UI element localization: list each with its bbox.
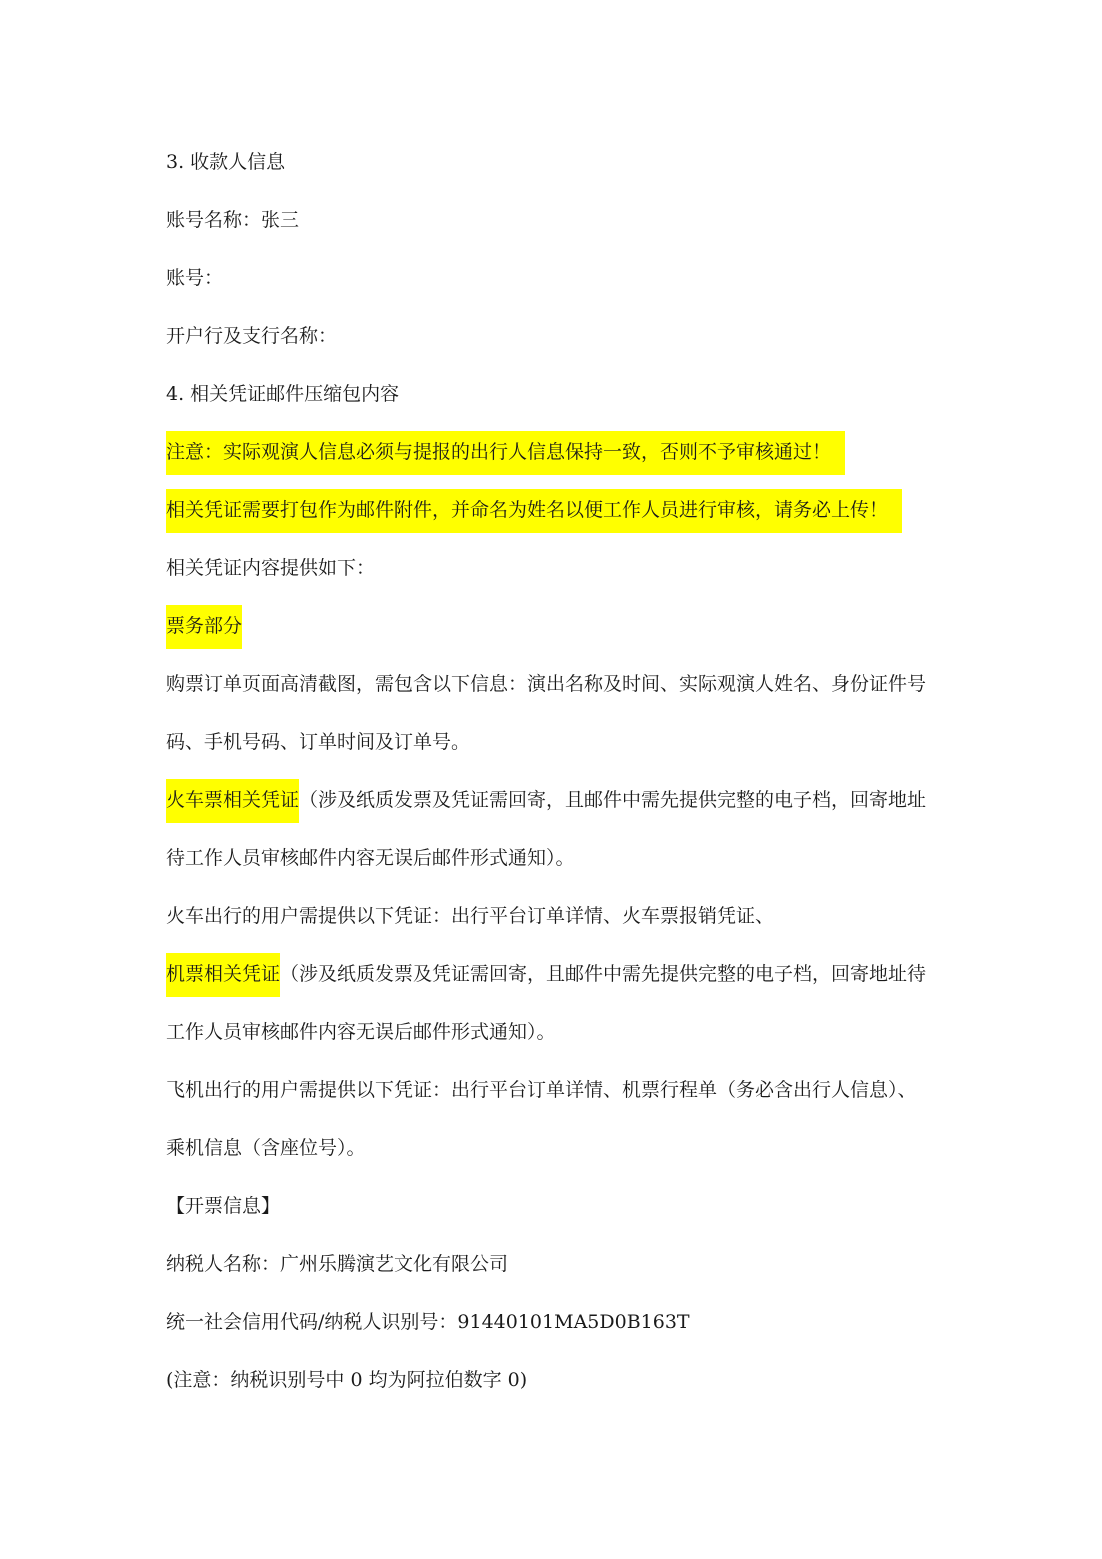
train-users: 火车出行的用户需提供以下凭证：出行平台订单详情、火车票报销凭证、 (166, 905, 775, 927)
taxpayer-name: 纳税人名称：广州乐腾演艺文化有限公司 (166, 1253, 509, 1275)
ticket-section (166, 597, 938, 655)
ticket-section-label: 票务部分 (166, 605, 242, 649)
taxpayer-id: 统一社会信用代码/纳税人识别号：91440101MA5D0B163T (166, 1311, 690, 1333)
section3-heading: 3. 收款人信息 (166, 151, 286, 173)
air-voucher-desc-1: （涉及纸质发票及凭证需回寄，且邮件中需先提供完整的电子档，回寄地址待 (280, 963, 927, 985)
air-voucher-label: 机票相关凭证 (166, 953, 280, 997)
train-voucher-label: 火车票相关凭证 (166, 779, 299, 823)
notice-consistency (166, 423, 938, 481)
voucher-intro: 相关凭证内容提供如下： (166, 557, 376, 579)
ticket-line-1: 购票订单页面高清截图，需包含以下信息：演出名称及时间、实际观演人姓名、身份证件号 (166, 673, 927, 695)
document-body (166, 133, 938, 1409)
invoice-heading: 【开票信息】 (166, 1195, 281, 1217)
taxpayer-note: (注意：纳税识别号中 0 均为阿拉伯数字 0) (166, 1369, 528, 1391)
notice-attachment-text: 相关凭证需要打包作为邮件附件，并命名为姓名以便工作人员进行审核，请务必上传！ (166, 489, 902, 533)
air-users-line-2: 乘机信息（含座位号）。 (166, 1137, 366, 1159)
train-voucher-line-1 (166, 771, 938, 829)
air-users-line-1: 飞机出行的用户需提供以下凭证：出行平台订单详情、机票行程单（务必含出行人信息）、 (166, 1079, 917, 1101)
air-voucher-line-1 (166, 945, 938, 1003)
notice-consistency-text: 注意：实际观演人信息必须与提报的出行人信息保持一致，否则不予审核通过！ (166, 431, 845, 475)
air-voucher-line-2: 工作人员审核邮件内容无误后邮件形式通知）。 (166, 1021, 556, 1043)
train-voucher-desc-1: （涉及纸质发票及凭证需回寄，且邮件中需先提供完整的电子档，回寄地址 (299, 789, 927, 811)
ticket-line-2: 码、手机号码、订单时间及订单号。 (166, 731, 471, 753)
account-name: 账号名称：张三 (166, 209, 300, 231)
train-voucher-line-2: 待工作人员审核邮件内容无误后邮件形式通知）。 (166, 847, 575, 869)
account-number: 账号： (166, 267, 224, 289)
notice-attachment (166, 481, 938, 539)
section4-heading: 4. 相关凭证邮件压缩包内容 (166, 383, 400, 405)
bank-branch: 开户行及支行名称： (166, 325, 338, 347)
